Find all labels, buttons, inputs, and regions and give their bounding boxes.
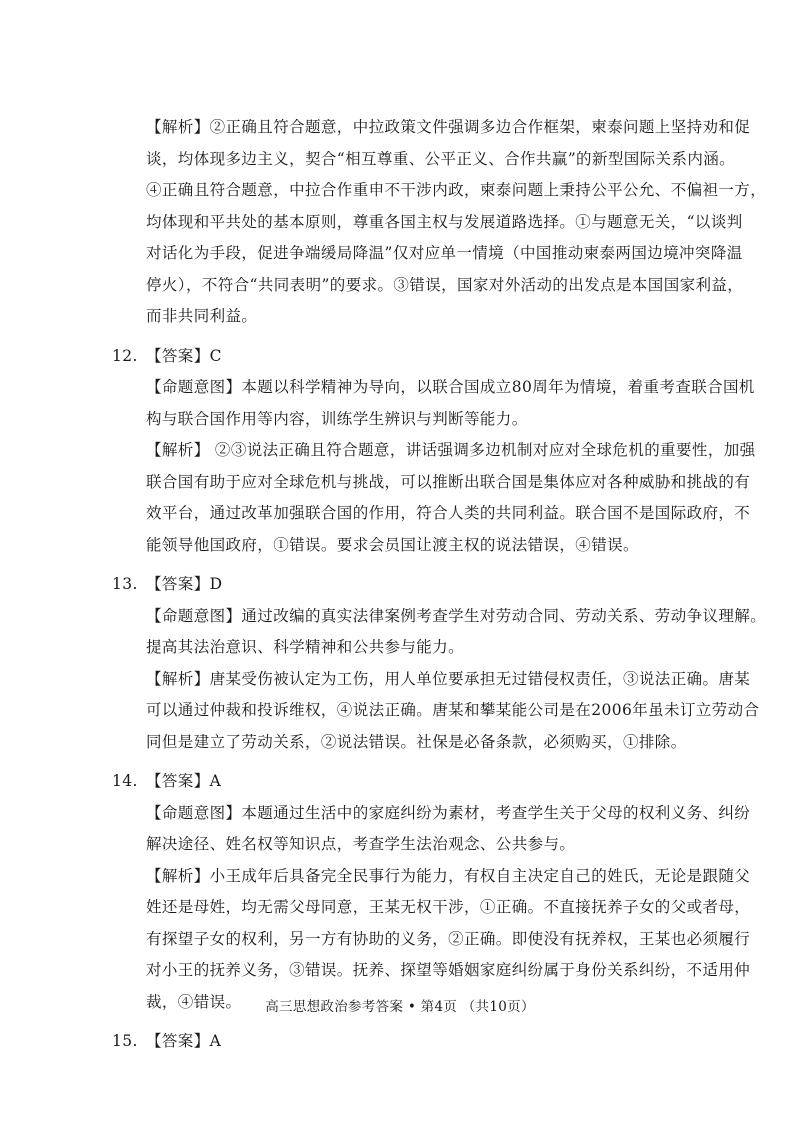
paragraph-line: 【命题意图】本题以科学精神为导向，以联合国成立80周年为情境，着重考查联合国机: [146, 378, 755, 396]
question-number: 13.: [112, 575, 138, 593]
paragraph-line: 效平台，通过改革加强联合国的作用，符合人类的共同利益。联合国不是国际政府，不: [146, 504, 751, 522]
paragraph-line: 【命题意图】本题通过生活中的家庭纠纷为素材，考查学生关于父母的权利义务、纠纷: [146, 803, 751, 822]
question-spacer: [96, 758, 706, 766]
question-answer-line: [96, 1026, 706, 1058]
question-spacer: [96, 561, 706, 569]
question-number: 15.: [112, 1032, 138, 1050]
paragraph-line: 裁，④错误。: [146, 992, 242, 1011]
paragraph-line: 而非共同利益。: [146, 307, 258, 325]
question-number: 12.: [112, 346, 138, 365]
answer-label: 【答案】A: [146, 772, 222, 790]
paragraph-line: 【解析】 ②③说法正确且符合题意，讲话强调多边机制对应对全球危机的重要性，加强: [146, 441, 756, 459]
answer-key-body: [96, 112, 767, 1058]
paragraph-line: 对话化为手段，促进争端缓局降温”仅对应单一情境（中国推动柬泰两国边境冲突降温: [146, 244, 743, 262]
answer-label: 【答案】C: [146, 346, 222, 365]
question-answer-line: [96, 341, 706, 373]
paragraph-line: 【解析】②正确且符合题意，中拉政策文件强调多边合作框架，柬泰问题上坚持劝和促: [146, 118, 751, 136]
paragraph-line: 构与联合国作用等内容，训练学生辨识与判断等能力。: [146, 409, 528, 428]
paragraph-line: 联合国有助于应对全球危机与挑战，可以推断出联合国是集体应对各种威胁和挑战的有: [146, 472, 751, 491]
question-answer-line: [96, 766, 706, 798]
question-number: 14.: [112, 772, 138, 790]
answer-label: 【答案】A: [146, 1032, 222, 1050]
paragraph-line: 解决途径、姓名权等知识点，考查学生法治观念、公共参与。: [146, 835, 576, 853]
paragraph-line: 停火），不符合“共同表明”的要求。③错误，国家对外活动的出发点是本国国家利益，: [146, 275, 744, 294]
paragraph-line: 【解析】小王成年后具备完全民事行为能力，有权自主决定自己的姓氏，无论是跟随父: [146, 866, 751, 885]
question-spacer: [96, 333, 706, 341]
page-footer: 高三思想政治参考答案 • 第4页 （共10页）: [265, 999, 535, 1015]
answer-label: 【答案】D: [146, 575, 223, 593]
paragraph-line: 谈，均体现多边主义，契合“相互尊重、公平正义、合作共赢”的新型国际关系内涵。: [146, 149, 736, 168]
paragraph-line: ④正确且符合题意，中拉合作重申不干涉内政，柬泰问题上秉持公平公允、不偏袒一方，: [146, 181, 767, 199]
paragraph-line: 姓还是母姓，均无需父母同意，王某无权干涉，①正确。不直接抚养子女的父或者母，: [146, 898, 751, 916]
paragraph-line: 同但是建立了劳动关系，②说法错误。社保是必备条款，必须购买，①排除。: [146, 732, 687, 751]
paragraph-line: 可以通过仲裁和投诉维权，④说法正确。唐某和攀某能公司是在2006年虽未订立劳动合: [146, 701, 760, 719]
paragraph-line: 均体现和平共处的基本原则，尊重各国主权与发展道路选择。①与题意无关，“以谈判: [146, 212, 743, 231]
paragraph-line: 提高其法治意识、科学精神和公共参与能力。: [146, 638, 465, 656]
question-spacer: [96, 1018, 706, 1026]
paragraph-line: 有探望子女的权利，另一方有协助的义务，②正确。即使没有抚养权，王某也必须履行: [146, 929, 751, 948]
paragraph-line: 对小王的抚养义务，③错误。抚养、探望等婚姻家庭纠纷属于身份关系纠纷，不适用仲: [146, 961, 751, 979]
question-answer-line: [96, 569, 706, 601]
paragraph-line: 【解析】唐某受伤被认定为工伤，用人单位要承担无过错侵权责任，③说法正确。唐某: [146, 669, 751, 688]
paragraph-line: 能领导他国政府，①错误。要求会员国让渡主权的说法错误，④错误。: [146, 535, 639, 554]
paragraph-line: 【命题意图】通过改编的真实法律案例考查学生对劳动合同、劳动关系、劳动争议理解。: [146, 606, 767, 625]
